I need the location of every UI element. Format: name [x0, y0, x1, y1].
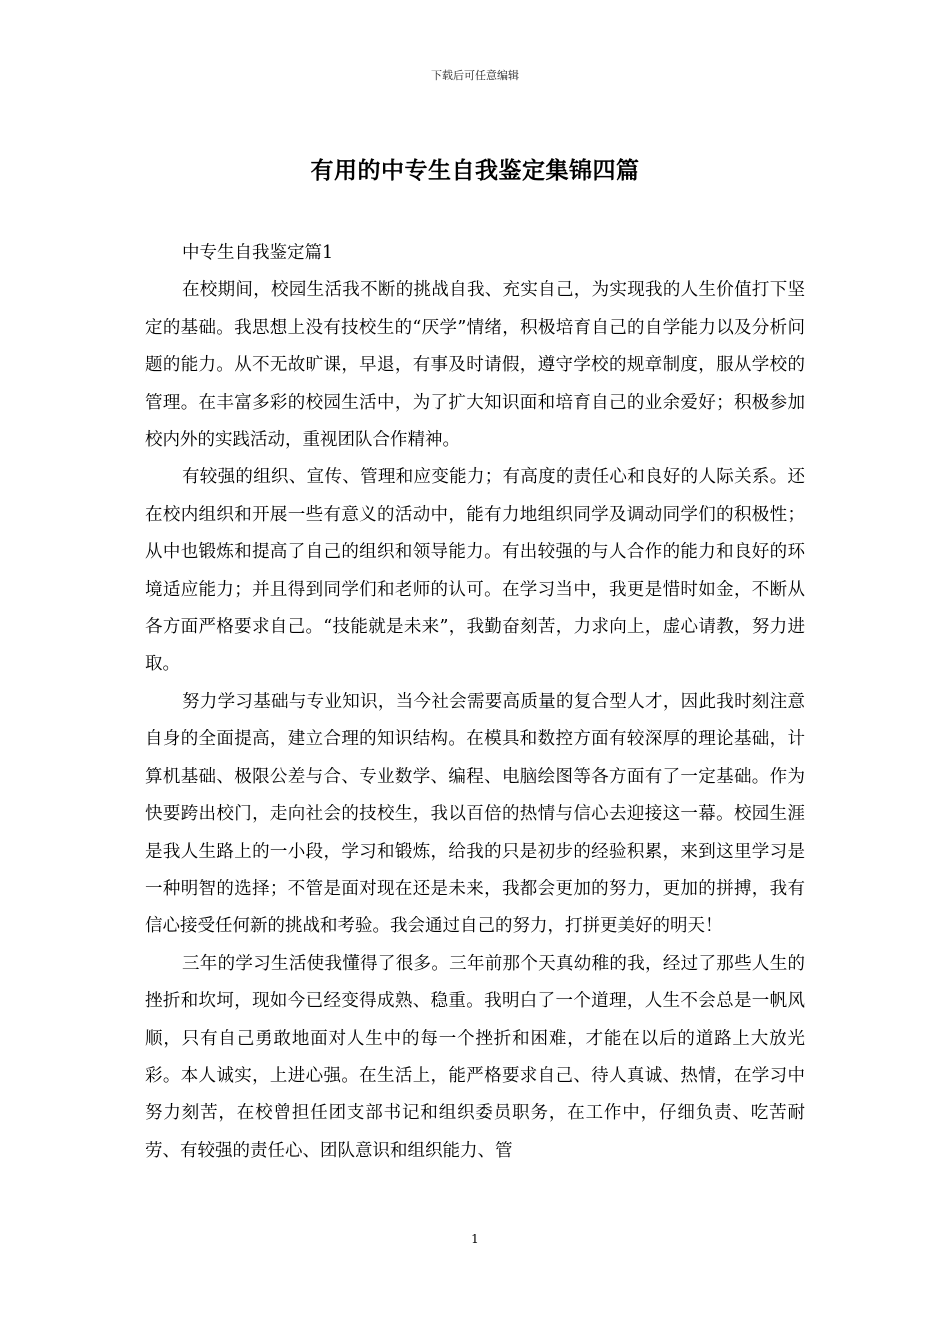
paragraph-3: 努力学习基础与专业知识，当今社会需要高质量的复合型人才，因此我时刻注意自身的全面提高，建立合理的知识结构。在模具和数控方面有较深厚的理论基础，计算机基础、极限公差与合、专业数学、编程、电脑绘图等各方面有了一定基础。作为快要跨出校门，走向社会的技校生，我以百倍的热情与信心去迎接这一幕。校园生涯是我人生路上的一小段，学习和锻炼，给我的只是初步的经验积累，来到这里学习是一种明智的选择；不管是面对现在还是未来，我都会更加的努力，更加的拼搏，我有信心接受任何新的挑战和考验。我会通过自己的努力，打拼更美好的明天！ [145, 691, 805, 937]
paragraph-1: 在校期间，校园生活我不断的挑战自我、充实自己，为实现我的人生价值打下坚定的基础。我思想上没有技校生的“厌学”情绪，积极培育自己的自学能力以及分析问题的能力。从不无故旷课，早退，有事及时请假，遵守学校的规章制度，服从学校的管理。在丰富多彩的校园生活中，为了扩大知识面和培育自己的业余爱好；积极参加校内外的实践活动，重视团队合作精神。 [145, 280, 805, 451]
page-number: 1 [471, 1232, 479, 1246]
paragraph-2: 有较强的组织、宣传、管理和应变能力；有高度的责任心和良好的人际关系。还在校内组织和开展一些有意义的活动中，能有力地组织同学及调动同学们的积极性；从中也锻炼和提高了自己的组织和领导能力。有出较强的与人合作的能力和良好的环境适应能力；并且得到同学们和老师的认可。在学习当中，我更是惜时如金，不断从各方面严格要求自己。“技能就是未来”，我勤奋刻苦，力求向上，虚心请教，努力进取。 [145, 467, 805, 675]
document-body [145, 235, 805, 1170]
document-title: 有用的中专生自我鉴定集锦四篇 [310, 157, 640, 184]
section-heading: 中专生自我鉴定篇1 [182, 243, 334, 263]
paragraph-4: 三年的学习生活使我懂得了很多。三年前那个天真幼稚的我，经过了那些人生的挫折和坎坷，现如今已经变得成熟、稳重。我明白了一个道理，人生不会总是一帆风顺，只有自己勇敢地面对人生中的每一个挫折和困难，才能在以后的道路上大放光彩。本人诚实，上进心强。在生活上，能严格要求自己、待人真诚、热情，在学习中努力刻苦，在校曾担任团支部书记和组织委员职务，在工作中，仔细负责、吃苦耐劳、有较强的责任心、团队意识和组织能力、管 [145, 953, 805, 1161]
header-note: 下载后可任意编辑 [431, 69, 519, 82]
